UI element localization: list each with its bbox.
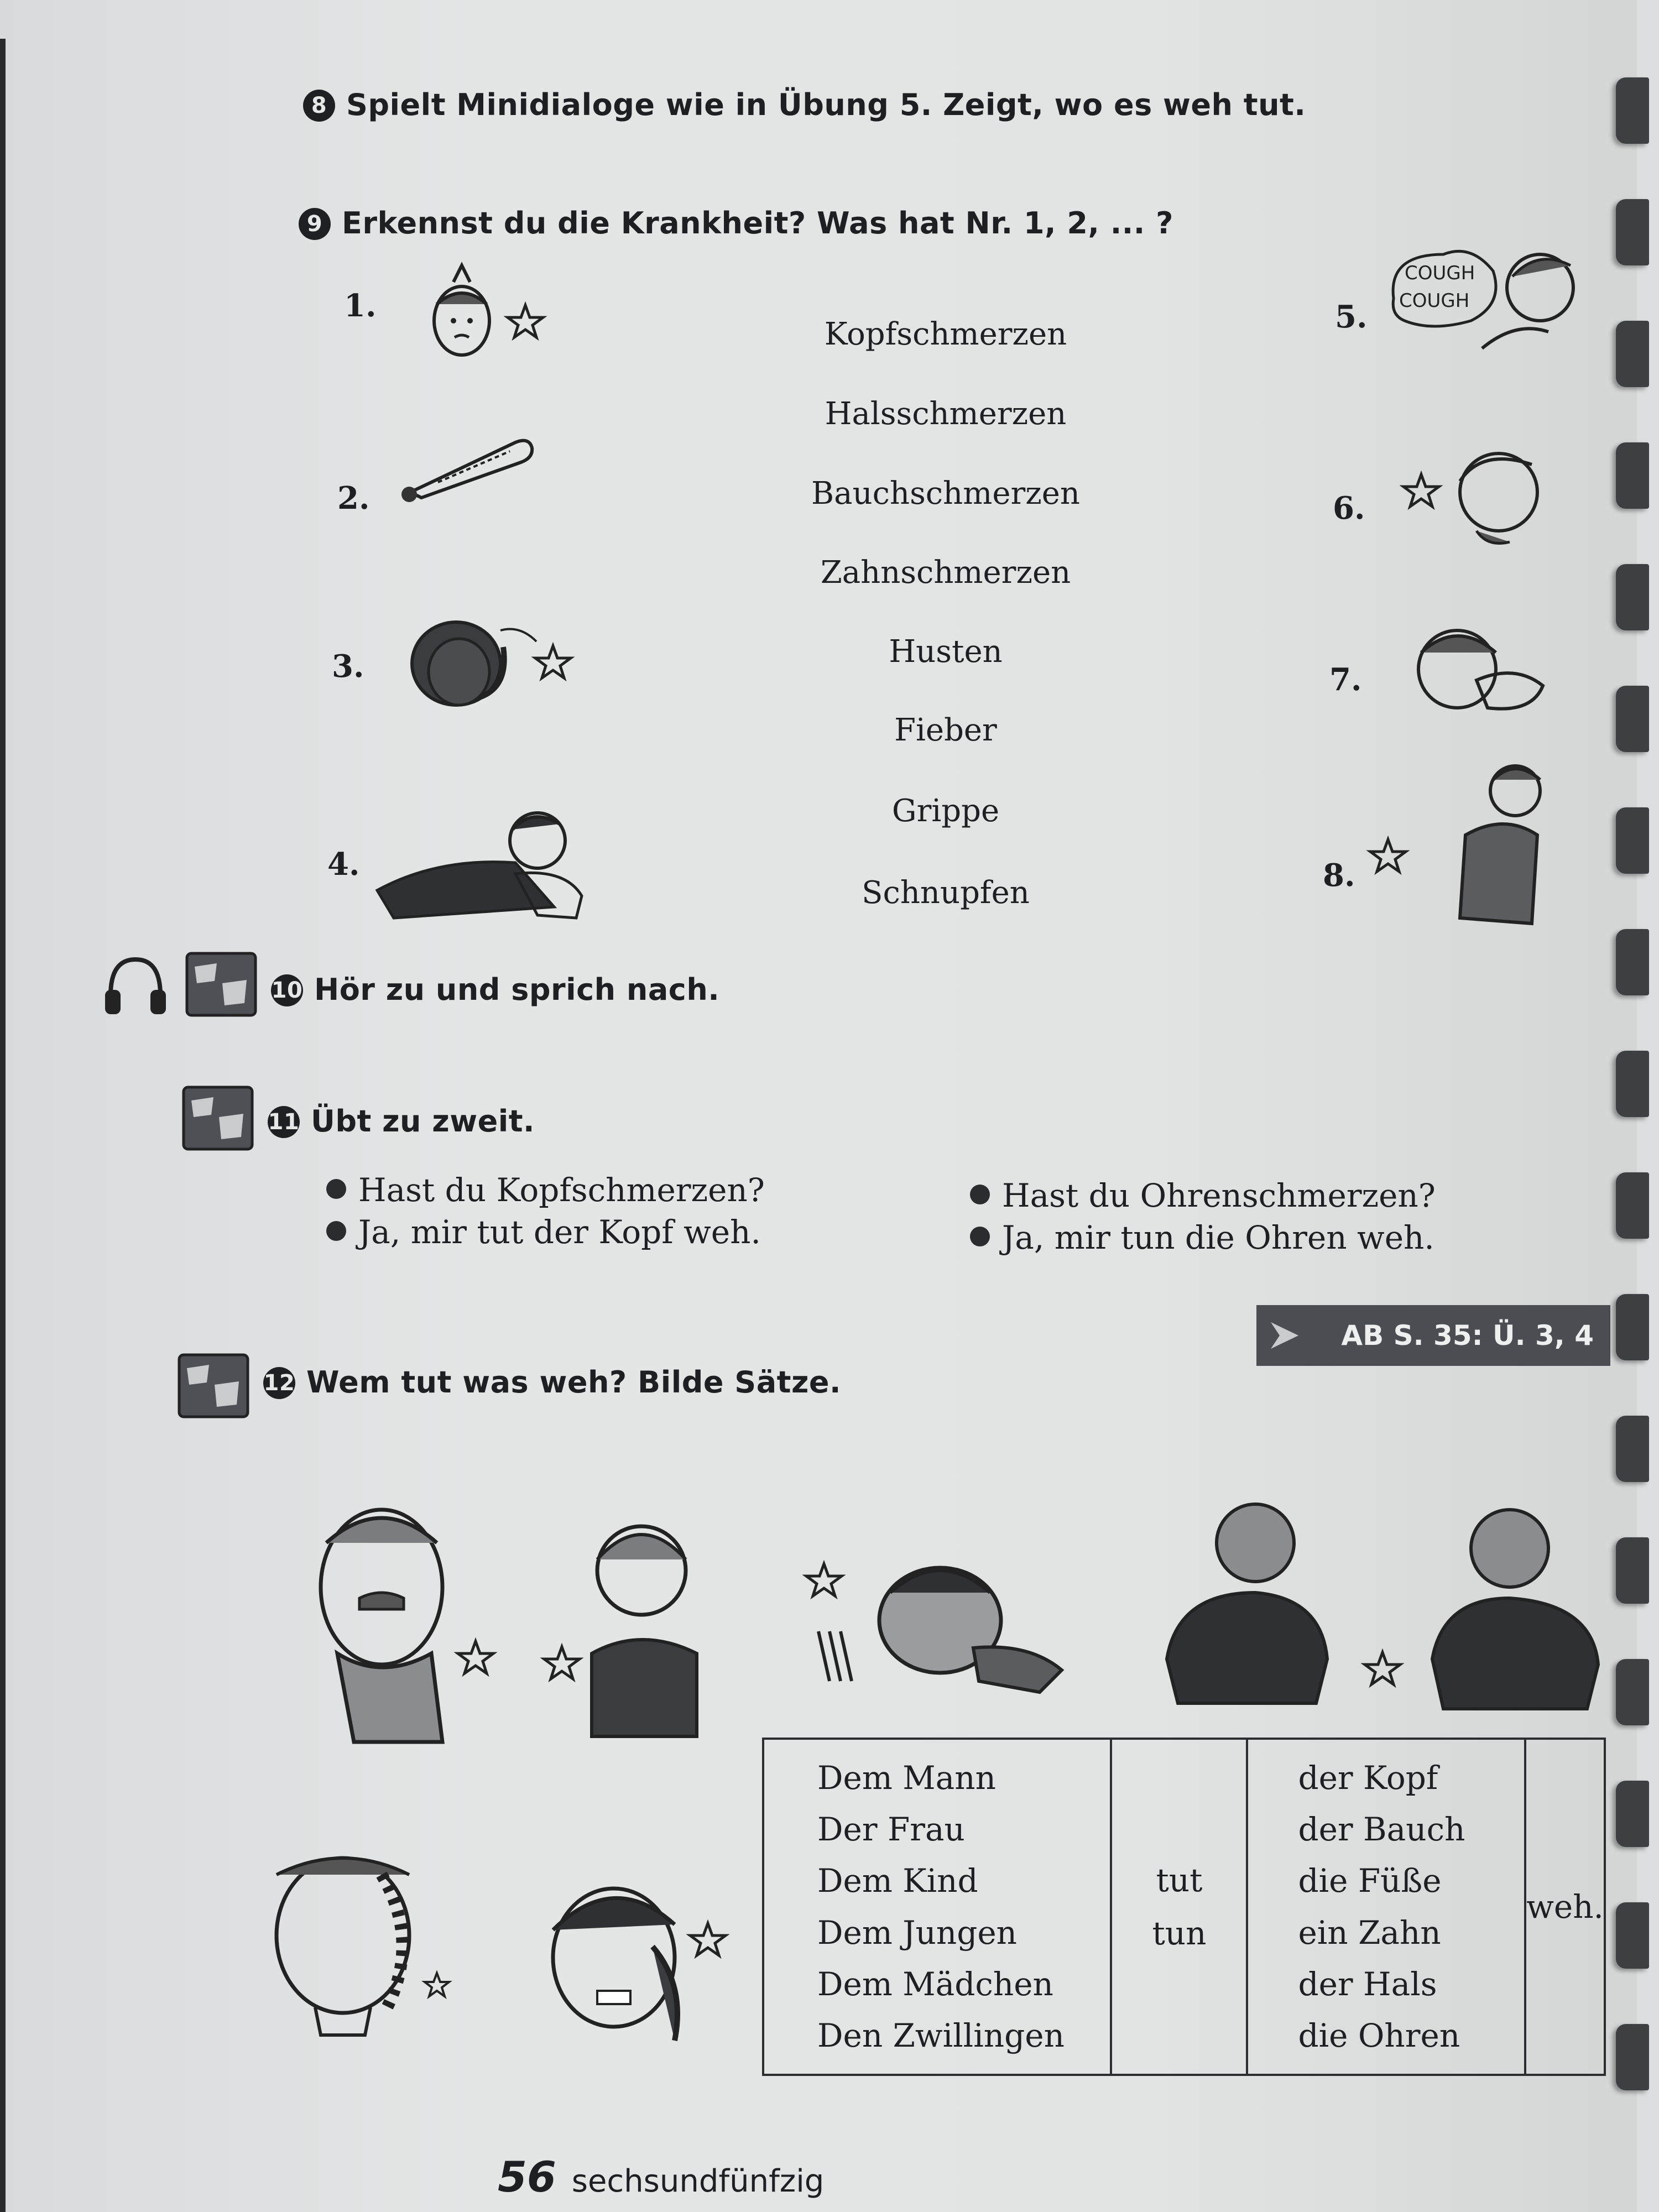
head-bandage-illustration [420,260,553,371]
dialog-left-answer: Ja, mir tut der Kopf weh. [326,1213,761,1251]
exercise-8-title [303,87,1306,122]
body-parts-column [1247,1739,1525,2075]
arrow-right-icon [1266,1319,1305,1352]
word-husten: Husten [889,634,1003,670]
illustration-label-8: 8. [1323,857,1355,894]
illustration-label-3: 3. [332,648,364,685]
bullet-icon [326,1179,346,1199]
substitution-table [762,1738,1606,2076]
body-part-item: der Hals [1298,1965,1437,2003]
person-in-bed-illustration [372,796,593,924]
subject-item: Der Frau [817,1811,965,1849]
word-kopfschmerzen: Kopfschmerzen [824,316,1067,352]
boy-stomach-ache-illustration [536,1510,713,1742]
page-edge [0,39,6,2212]
illustration-label-7: 7. [1329,661,1362,698]
coughing-person-illustration [1383,238,1587,365]
illustration-label-6: 6. [1333,490,1365,526]
exercise-number: 10 [271,974,303,1006]
bullet-icon [326,1221,346,1241]
man-with-scarf-illustration [299,1488,509,1753]
bullet-icon [970,1227,990,1246]
exercise-number: 11 [268,1106,300,1138]
cough-text-2: COUGH [1399,290,1470,312]
stomach-ache-person-illustration [1349,758,1559,935]
boy-ear-ache-illustration [536,1864,735,2046]
exercise-12-title [263,1365,841,1400]
body-part-item: ein Zahn [1298,1913,1441,1952]
workbook-reference-badge: AB S. 35: Ü. 3, 4 [1256,1305,1610,1366]
body-part-item: der Bauch [1298,1811,1465,1849]
thermometer-illustration [394,420,538,509]
cough-text-1: COUGH [1405,262,1475,284]
exercise-number: 12 [263,1367,295,1399]
word-fieber: Fieber [894,712,997,748]
dialog-left-question: Hast du Kopfschmerzen? [326,1171,765,1209]
exercise-text: Erkennst du die Krankheit? Was hat Nr. 1, 2, ... ? [342,206,1173,241]
speech-bla-icon [180,1084,255,1152]
dark-hair-person-illustration [398,603,581,730]
sneezing-person-illustration [1405,614,1559,741]
illustration-label-4: 4. [327,846,360,883]
exercise-text: Wem tut was weh? Bilde Sätze. [306,1365,842,1400]
page-number: 56 [498,2152,556,2201]
illustration-label-2: 2. [337,480,370,517]
exercise-text: Hör zu und sprich nach. [314,972,720,1007]
speech-bla-icon [184,950,259,1019]
headphones-icon [100,951,171,1018]
word-halsschmerzen: Halsschmerzen [825,396,1067,432]
word-bauchschmerzen: Bauchschmerzen [811,476,1080,512]
subject-item: Dem Jungen [817,1913,1018,1952]
illustration-label-1: 1. [344,288,377,324]
dialog-right-question: Hast du Ohrenschmerzen? [970,1177,1436,1214]
body-part-item: der Kopf [1298,1759,1438,1797]
child-feet-ache-illustration [796,1537,1073,1703]
twins-illustration [1156,1493,1609,1714]
subject-item: Den Zwillingen [817,2016,1065,2054]
spiral-binding [1593,0,1659,2212]
subject-item: Dem Mann [817,1759,996,1797]
toothache-person-illustration [1394,431,1559,564]
exercise-number: 9 [299,208,331,240]
subject-item: Dem Mädchen [817,1965,1053,2003]
speech-bla-icon [176,1352,251,1420]
word-grippe: Grippe [891,793,1000,829]
illustration-label-5: 5. [1335,299,1368,335]
page-footer [498,2152,824,2201]
subject-item: Dem Kind [817,1862,978,1900]
exercise-10-title [271,972,719,1007]
verb-column [1111,1739,1247,2075]
woman-with-headscarf-illustration [254,1841,453,2041]
exercise-9-title [299,206,1173,241]
ending-word: weh. [1526,1888,1604,1926]
verb-item: tut [1156,1861,1203,1899]
word-schnupfen: Schnupfen [862,875,1030,911]
page-number-word: sechsundfünfzig [571,2163,825,2199]
exercise-11-title [268,1104,535,1139]
body-part-item: die Ohren [1298,2016,1460,2054]
verb-item: tun [1152,1914,1207,1952]
body-part-item: die Füße [1298,1862,1442,1900]
dialog-right-answer: Ja, mir tun die Ohren weh. [970,1219,1434,1256]
exercise-text: Übt zu zweit. [311,1104,535,1139]
exercise-text: Spielt Minidialoge wie in Übung 5. Zeigt, wo es weh tut. [346,87,1306,122]
exercise-number: 8 [303,90,335,122]
bullet-icon [970,1185,990,1204]
subjects-column [763,1739,1111,2075]
word-zahnschmerzen: Zahnschmerzen [820,555,1071,591]
